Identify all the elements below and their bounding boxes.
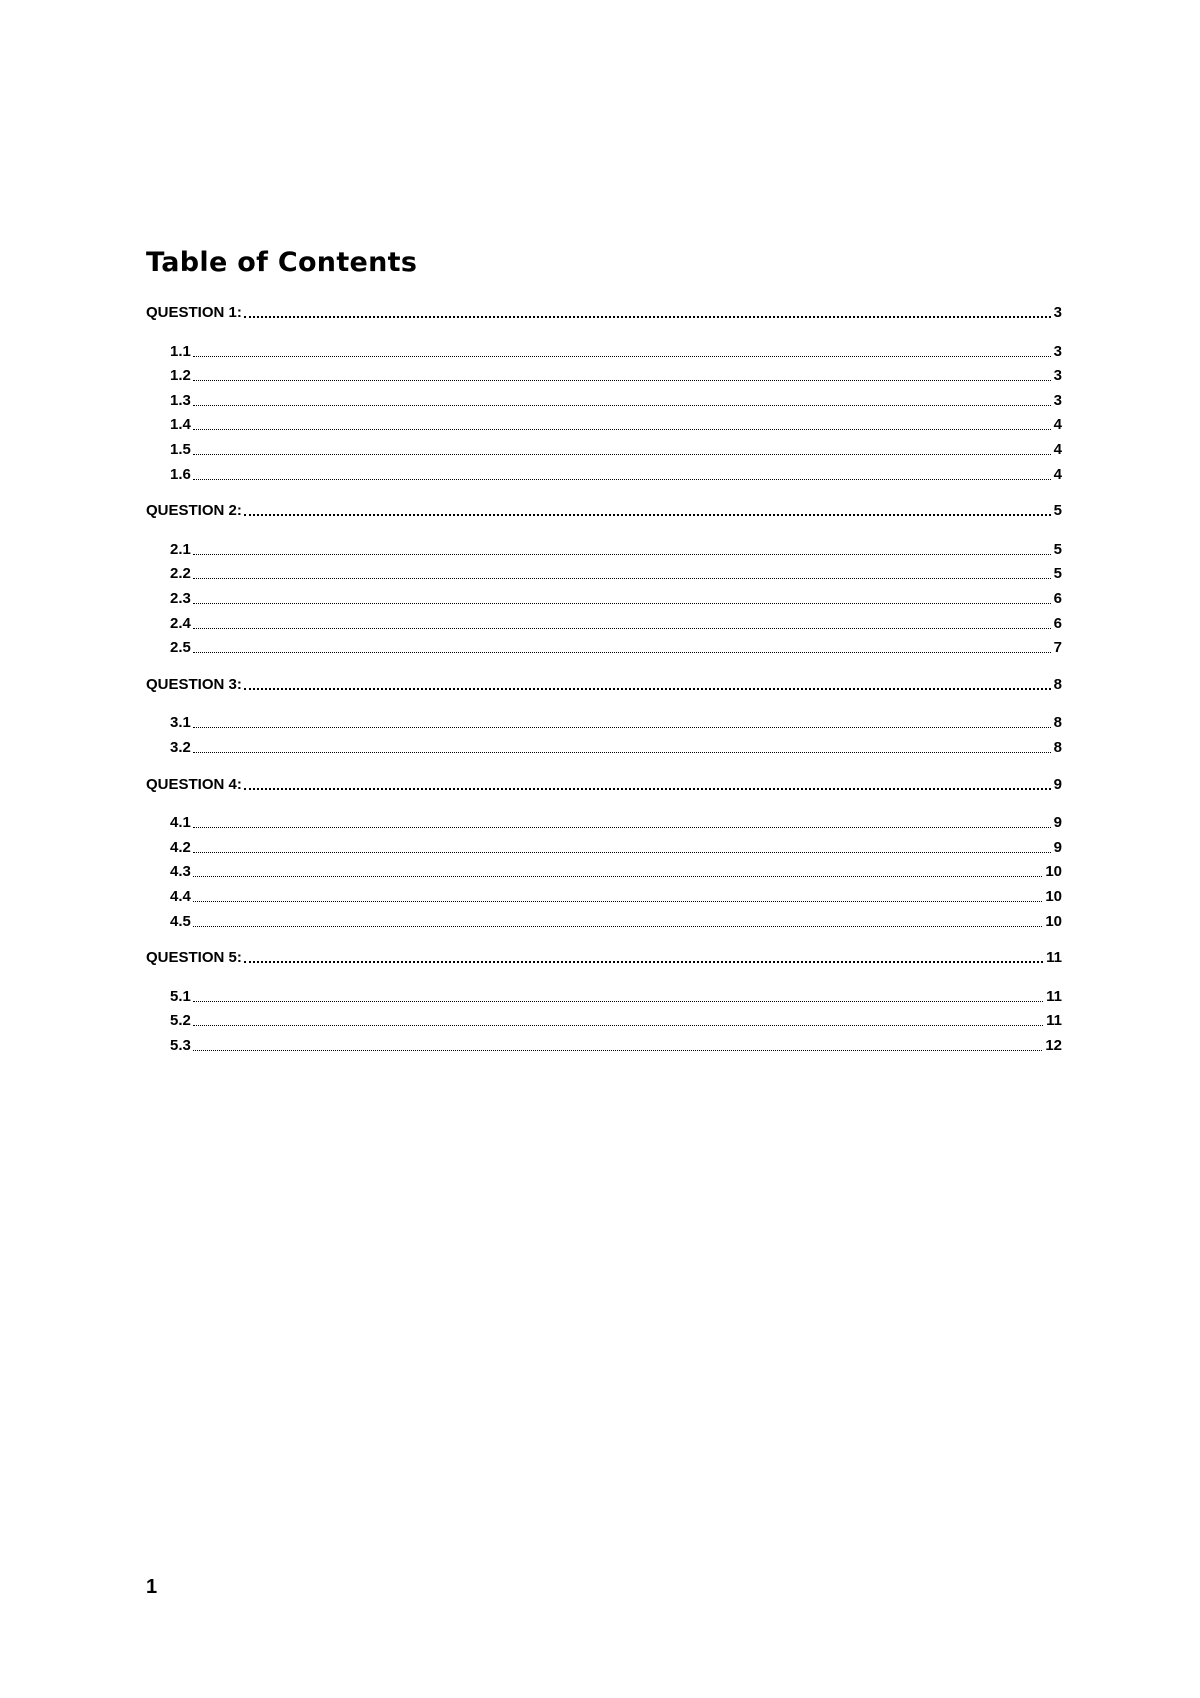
toc-entry-label: QUESTION 5: <box>146 949 242 967</box>
toc-subentry[interactable] <box>170 412 1062 434</box>
toc-entry-page-number: 6 <box>1053 590 1062 607</box>
toc-heading-entry[interactable] <box>146 772 1062 794</box>
toc-entry-page-number: 4 <box>1053 465 1062 483</box>
toc-subentry[interactable] <box>170 363 1062 385</box>
toc-dot-leader <box>193 479 1051 480</box>
toc-subentry[interactable] <box>170 611 1062 633</box>
toc-entry-label: 4.2 <box>170 838 191 856</box>
toc-subentry[interactable] <box>170 635 1062 657</box>
toc-entry-page-number: 7 <box>1053 639 1062 657</box>
toc-heading-entry[interactable] <box>146 498 1062 520</box>
toc-entry-page-number: 9 <box>1053 838 1062 856</box>
toc-dot-leader <box>193 752 1051 753</box>
toc-entry-label: QUESTION 1: <box>146 304 242 321</box>
footer-page-number: 1 <box>146 1576 158 1598</box>
toc-subentry[interactable] <box>170 984 1062 1006</box>
toc-subentry[interactable] <box>170 437 1062 459</box>
toc-dot-leader <box>193 727 1051 728</box>
toc-entry-page-number: 4 <box>1053 416 1062 434</box>
toc-entry-page-number: 8 <box>1053 675 1062 693</box>
toc-subentry[interactable] <box>170 339 1062 361</box>
toc-subentry[interactable] <box>170 735 1062 757</box>
toc-heading-entry[interactable] <box>146 672 1062 694</box>
toc-entry-label: 1.5 <box>170 441 191 458</box>
toc-dot-leader <box>193 454 1051 455</box>
toc-entry-label: 1.1 <box>170 342 191 360</box>
toc-dot-leader <box>193 429 1051 430</box>
toc-entry-page-number: 8 <box>1053 714 1062 732</box>
toc-entry-page-number: 9 <box>1053 775 1062 793</box>
toc-entry-label: 1.6 <box>170 465 191 483</box>
toc-dot-leader <box>193 380 1051 381</box>
toc-entry-page-number: 5 <box>1053 565 1062 583</box>
toc-subentry[interactable] <box>170 835 1062 857</box>
toc-dot-leader <box>193 827 1051 828</box>
toc-entry-label: 2.1 <box>170 540 191 558</box>
toc-entry-page-number: 6 <box>1053 614 1062 632</box>
toc-dot-leader <box>193 578 1051 579</box>
toc-entry-label: 4.4 <box>170 888 191 905</box>
toc-entry-page-number: 3 <box>1053 304 1062 321</box>
toc-subentry[interactable] <box>170 859 1062 881</box>
toc-entry-page-number: 3 <box>1053 367 1062 385</box>
toc-dot-leader <box>244 688 1051 690</box>
toc-subentry[interactable] <box>170 537 1062 559</box>
toc-entry-label: 2.4 <box>170 614 191 632</box>
toc-entry-label: QUESTION 3: <box>146 675 242 693</box>
toc-entry-page-number: 11 <box>1046 987 1062 1005</box>
toc-subentry[interactable] <box>170 462 1062 484</box>
toc-subentry[interactable] <box>170 1008 1062 1030</box>
toc-dot-leader <box>193 926 1042 927</box>
toc-subentry[interactable] <box>170 586 1062 608</box>
toc-dot-leader <box>244 961 1043 963</box>
toc-subentry[interactable] <box>170 909 1062 931</box>
toc-entry-label: 4.3 <box>170 863 191 881</box>
toc-dot-leader <box>244 788 1051 790</box>
toc-entry-label: 3.1 <box>170 714 191 732</box>
toc-subentry[interactable] <box>170 810 1062 832</box>
toc-entry-label: 1.2 <box>170 367 191 385</box>
toc-heading-entry[interactable] <box>146 300 1062 322</box>
toc-dot-leader <box>193 852 1051 853</box>
toc-entry-label: 3.2 <box>170 739 191 756</box>
toc-entry-page-number: 9 <box>1053 814 1062 832</box>
toc-entry-page-number: 10 <box>1045 863 1062 881</box>
toc-entry-label: 2.2 <box>170 565 191 583</box>
toc-entry-page-number: 5 <box>1053 540 1062 558</box>
toc-entry-page-number: 3 <box>1053 342 1062 360</box>
toc-entry-page-number: 5 <box>1053 502 1062 520</box>
toc-dot-leader <box>244 316 1051 318</box>
toc-dot-leader <box>193 356 1051 357</box>
toc-subentry[interactable] <box>170 884 1062 906</box>
toc-entry-label: 5.3 <box>170 1037 191 1054</box>
toc-heading-entry[interactable] <box>146 945 1062 967</box>
toc-entry-page-number: 4 <box>1053 441 1062 458</box>
toc-entry-label: 5.1 <box>170 987 191 1005</box>
toc-subentry[interactable] <box>170 561 1062 583</box>
toc-entry-page-number: 11 <box>1046 1012 1062 1030</box>
toc-dot-leader <box>193 628 1051 629</box>
toc-dot-leader <box>193 405 1051 406</box>
toc-dot-leader <box>193 901 1042 902</box>
toc-entry-page-number: 3 <box>1053 391 1062 409</box>
toc-subentry[interactable] <box>170 710 1062 732</box>
toc-title: Table of Contents <box>146 247 418 278</box>
toc-entry-page-number: 11 <box>1046 949 1062 967</box>
toc-dot-leader <box>193 876 1042 877</box>
toc-entry-label: QUESTION 4: <box>146 775 242 793</box>
toc-dot-leader <box>193 603 1051 604</box>
toc-entry-page-number: 8 <box>1053 739 1062 756</box>
toc-entry-page-number: 12 <box>1045 1037 1062 1054</box>
toc-entry-label: 4.1 <box>170 814 191 832</box>
toc-entry-label: 1.3 <box>170 391 191 409</box>
toc-entry-label: 4.5 <box>170 912 191 930</box>
toc-subentry[interactable] <box>170 1033 1062 1055</box>
toc-dot-leader <box>193 554 1051 555</box>
toc-subentry[interactable] <box>170 388 1062 410</box>
toc-dot-leader <box>244 514 1051 516</box>
toc-dot-leader <box>193 1025 1043 1026</box>
toc-entry-label: 5.2 <box>170 1012 191 1030</box>
toc-dot-leader <box>193 1001 1043 1002</box>
toc-dot-leader <box>193 652 1051 653</box>
toc-entry-label: QUESTION 2: <box>146 502 242 520</box>
toc-entry-label: 1.4 <box>170 416 191 434</box>
toc-entry-label: 2.5 <box>170 639 191 657</box>
toc-entry-label: 2.3 <box>170 590 191 607</box>
toc-dot-leader <box>193 1050 1042 1051</box>
toc-entry-page-number: 10 <box>1045 912 1062 930</box>
toc-entry-page-number: 10 <box>1045 888 1062 905</box>
